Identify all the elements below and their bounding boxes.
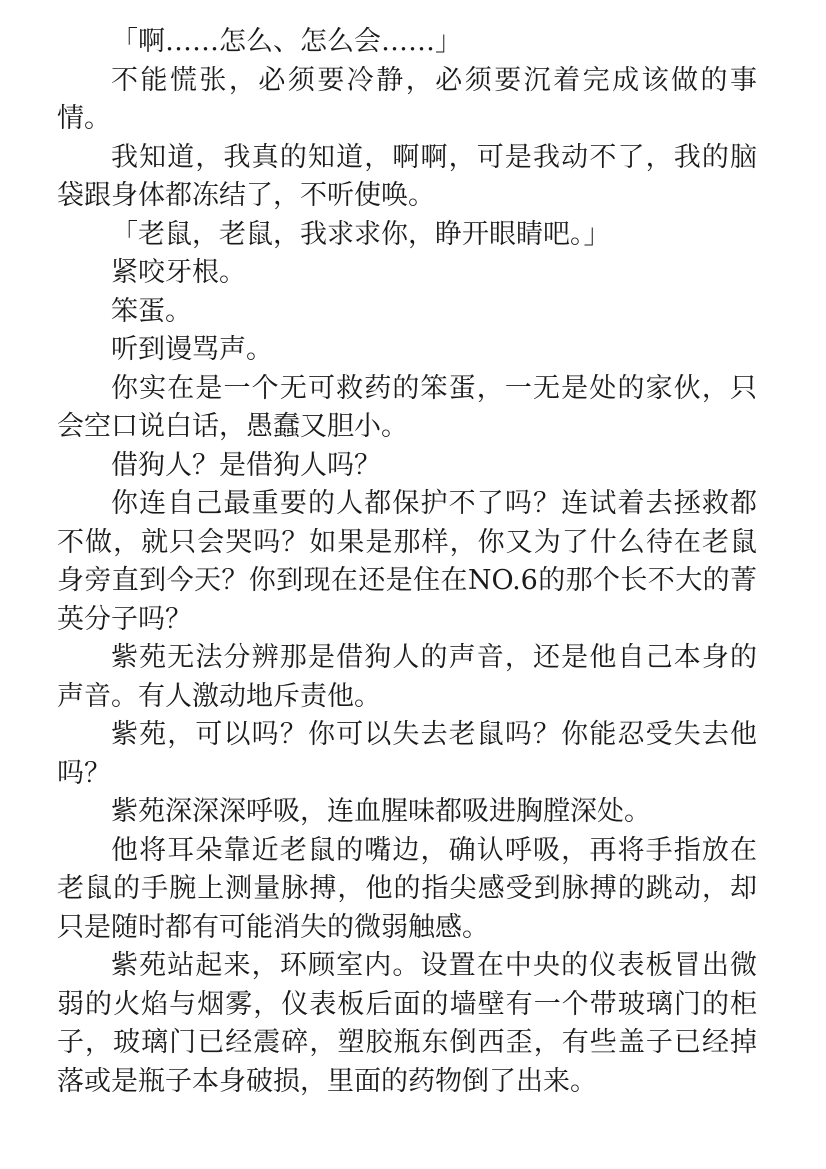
paragraph-7: 听到谩骂声。 bbox=[111, 334, 273, 365]
paragraph-8: 你实在是一个无可救药的笨蛋，一无是处的家伙，只会空口说白话，愚蠢又胆小。 bbox=[57, 372, 757, 442]
paragraph-9: 借狗人？是借狗人吗？ bbox=[111, 449, 381, 481]
paragraph-5: 紧咬牙根。 bbox=[111, 257, 246, 288]
paragraph-13: 紫苑深深深呼吸，连血腥味都吸进胸膛深处。 bbox=[111, 796, 651, 827]
paragraph-10: 你连自己最重要的人都保护不了吗？连试着去拯救都不做，就只会哭吗？如果是那样，你又为了什么待在老鼠身旁直到今天？你到现在还是住在NO.6的那个长不大的菁英分子吗？ bbox=[57, 488, 757, 635]
paragraph-14: 他将耳朵靠近老鼠的嘴边，确认呼吸，再将手指放在老鼠的手腕上测量脉搏，他的指尖感受到脉搏的跳动，却只是随时都有可能消失的微弱触感。 bbox=[57, 834, 757, 943]
paragraph-4: 「老鼠，老鼠，我求求你，睁开眼睛吧。」 bbox=[111, 218, 611, 250]
paragraph-12: 紫苑，可以吗？你可以失去老鼠吗？你能忍受失去他吗？ bbox=[57, 719, 757, 789]
paragraph-2: 不能慌张，必须要冷静，必须要沉着完成该做的事情。 bbox=[57, 64, 757, 134]
paragraph-1: 「啊……怎么、怎么会……」 bbox=[111, 26, 462, 57]
paragraph-6: 笨蛋。 bbox=[111, 295, 192, 327]
book-page bbox=[57, 23, 757, 1101]
paragraph-11: 紫苑无法分辨那是借狗人的声音，还是他自己本身的声音。有人激动地斥责他。 bbox=[57, 642, 757, 712]
paragraph-15: 紫苑站起来，环顾室内。设置在中央的仪表板冒出微弱的火焰与烟雾，仪表板后面的墙壁有一个带玻璃门的柜子，玻璃门已经震碎，塑胶瓶东倒西歪，有些盖子已经掉落或是瓶子本身破损，里面的药物倒了出来。 bbox=[57, 950, 757, 1097]
paragraph-3: 我知道，我真的知道，啊啊，可是我动不了，我的脑袋跟身体都冻结了，不听使唤。 bbox=[57, 141, 757, 211]
